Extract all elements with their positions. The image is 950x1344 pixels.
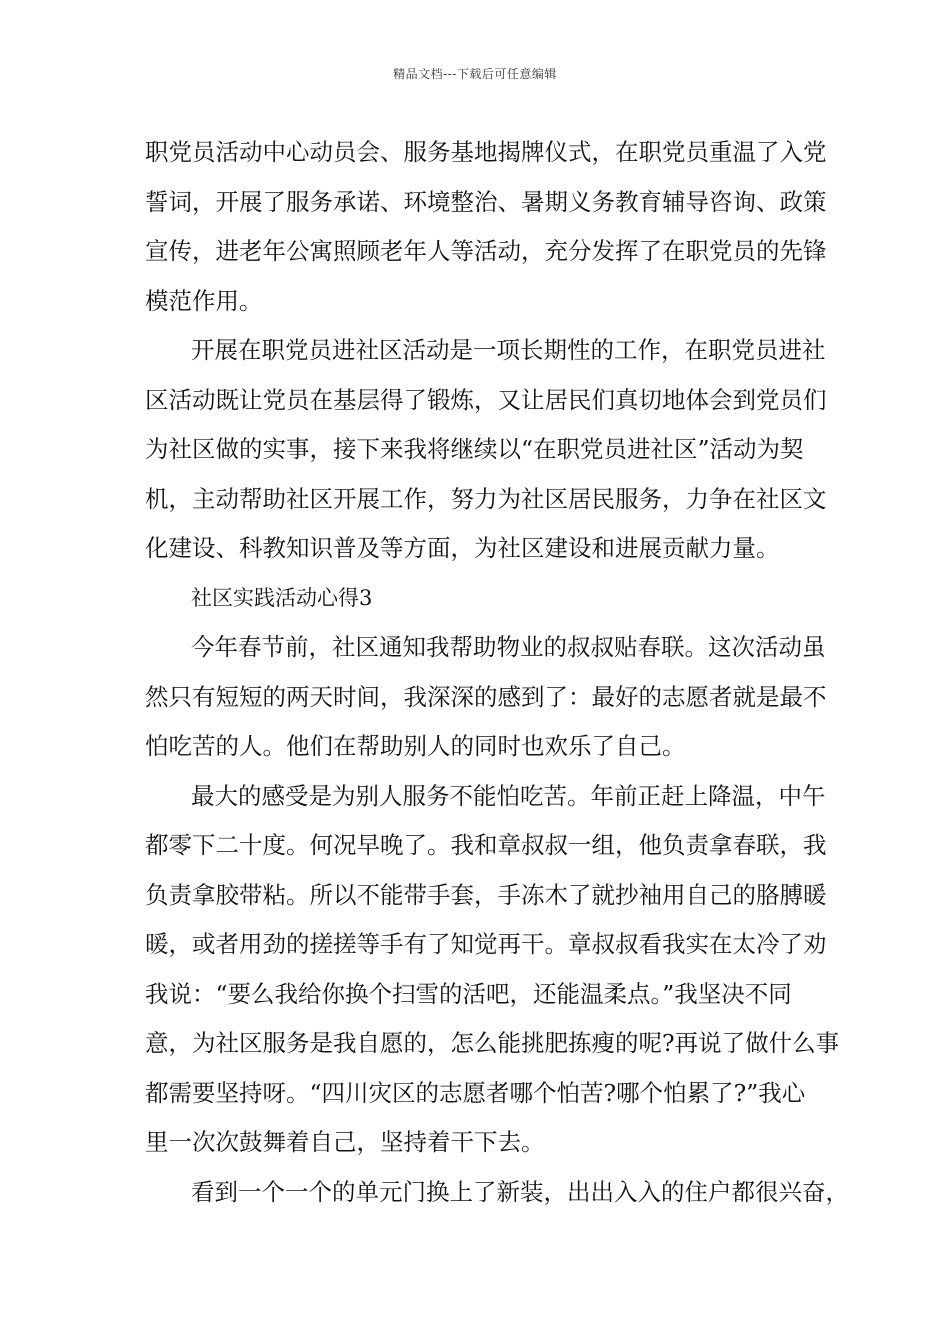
paragraph-4: [145, 772, 840, 1168]
text-line: 都需要坚持呀。“四川灾区的志愿者哪个怕苦?哪个怕累了?”我心: [145, 1078, 806, 1107]
paragraph-3: [145, 623, 827, 772]
text-line: 我说：“要么我给你换个扫雪的活吧，还能温柔点。”我坚决不同: [145, 979, 792, 1008]
text-line: 最大的感受是为别人服务不能怕吃苦。年前正赶上降温，中午: [191, 781, 826, 810]
text-line: 模范作用。: [145, 286, 263, 315]
text-line: 负责拿胶带粘。所以不能带手套，手冻木了就抄袖用自己的胳膊暖: [145, 880, 827, 909]
text-line: 今年春节前，社区通知我帮助物业的叔叔贴春联。这次活动虽: [191, 633, 826, 661]
text-line: 意，为社区服务是我自愿的，怎么能挑肥拣瘦的呢?再说了做什么事: [145, 1029, 840, 1057]
section-heading-text: 社区实践活动心得3: [191, 585, 373, 610]
text-line: 职党员活动中心动员会、服务基地揭牌仪式，在职党员重温了入党: [145, 138, 827, 166]
paragraph-1: [145, 128, 827, 326]
text-line: 化建设、科教知识普及等方面，为社区建设和进展贡献力量。: [145, 534, 780, 562]
text-line: 看到一个一个的单元门换上了新装，出出入入的住户都很兴奋，: [191, 1177, 849, 1206]
section-heading: [145, 574, 810, 624]
text-line: 怕吃苦的人。他们在帮助别人的同时也欢乐了自己。: [145, 732, 686, 760]
text-line: 开展在职党员进社区活动是一项长期性的工作，在职党员进社: [191, 336, 826, 364]
text-line: 都零下二十度。何况早晚了。我和章叔叔一组，他负责拿春联，我: [145, 831, 827, 859]
text-line: 为社区做的实事，接下来我将继续以“在职党员进社区”活动为契: [145, 435, 804, 463]
paragraph-5: [145, 1168, 849, 1218]
text-line: 里一次次鼓舞着自己，坚持着干下去。: [145, 1128, 545, 1156]
text-line: 宣传，进老年公寓照顾老年人等活动，充分发挥了在职党员的先锋: [145, 237, 827, 265]
paragraph-2: [145, 326, 827, 574]
document-body: [145, 128, 849, 1217]
text-line: 誓词，开展了服务承诺、环境整治、暑期义务教育辅导咨询、政策: [145, 187, 827, 216]
text-line: 然只有短短的两天时间，我深深的感到了：最好的志愿者就是最不: [145, 682, 827, 711]
text-line: 区活动既让党员在基层得了锻炼，又让居民们真切地体会到党员们: [145, 385, 827, 414]
text-line: 机，主动帮助社区开展工作，努力为社区居民服务，力争在社区文: [145, 484, 827, 513]
text-line: 暖，或者用劲的搓搓等手有了知觉再干。章叔叔看我实在太冷了劝: [145, 930, 827, 958]
page-header: 精品文档---下载后可任意编辑: [393, 67, 557, 81]
